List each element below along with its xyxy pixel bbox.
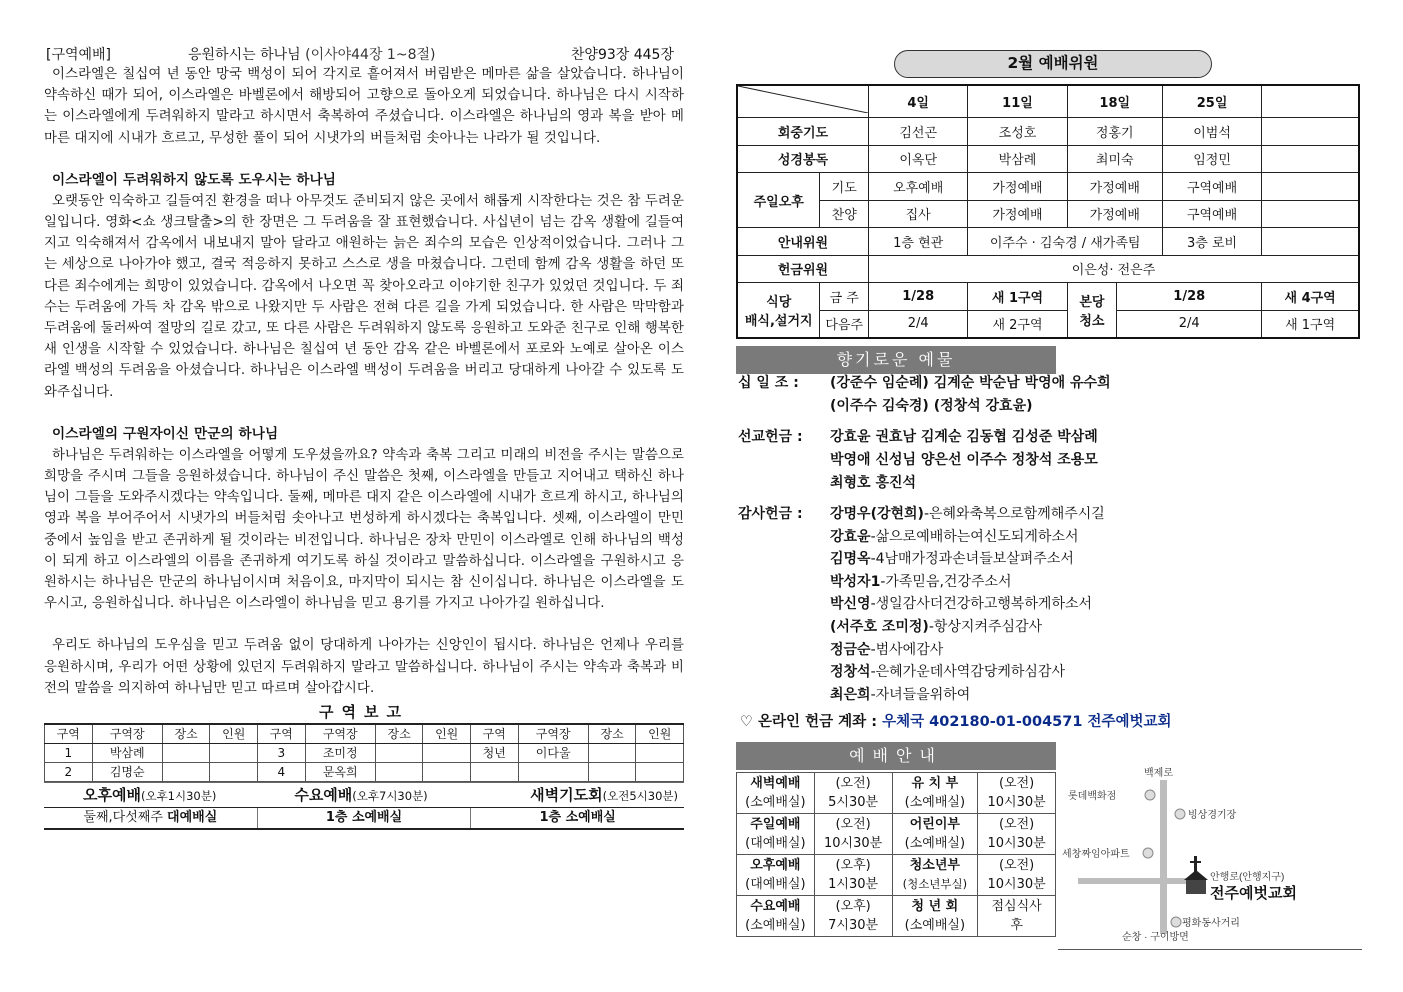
service-time: 10시30분 xyxy=(987,836,1046,851)
cell xyxy=(162,762,210,781)
donor-name: 박성자1 xyxy=(830,573,881,590)
dawn-location-room: 1층 소예배실 xyxy=(539,809,616,825)
table-row xyxy=(737,85,1359,118)
mission-row xyxy=(738,472,1358,495)
cell: 가정예배 xyxy=(968,200,1067,228)
donor-note: -항상지켜주심감사 xyxy=(928,618,1043,635)
pray-label: 기도 xyxy=(820,173,869,201)
cell xyxy=(737,896,815,937)
cell xyxy=(814,814,892,855)
cell: 오후예배 xyxy=(869,173,968,201)
cell xyxy=(588,762,636,781)
list-item xyxy=(830,526,1358,549)
sermon-paragraph-2: 오랫동안 익숙하고 길들여진 환경을 떠나 아무것도 준비되지 않은 곳에서 해롭게 시작한다는 것은 참 두려운 일입니다. 영화<쇼 생크탈출>의 한 장면은 그 두려움을 잘 표현했습니다. 사십년이 넘는 감옥 생활에 길들여지고 익숙해져서 감옥에서 내보내지 말아 달라고 애원하는 늙은 죄수의 모습은 인상적이었습니다. 그러나 그는 세상으로 나아가야 했고, 결국 적응하지 못하고 스스로 생을 마쳤습니다. 그런데 함께 감옥 생활을 하던 또 다른 죄수에게는 희망이 있었습니다. 감옥에서 나오면 꼭 찾아오라고 이야기한 친구가 있었던 것입니다. 두 죄수는 두려움에 가득 차 감옥 밖으로 나왔지만 두 사람은 전혀 다른 길을 가게 되었습니다. 한 사람은 막막함과 두려움에 둘러싸여 절망의 길로 갔고, 또 다른 사람은 두려워하지 않도록 응원하고 도와준 친구로 인해 행복한 새 인생을 시작할 수 있었습니다. 하나님은 칠십여 년 동안 감옥 같은 바벨론에서 포로와 노예로 살아온 이스라엘 백성의 두려움을 아셨습니다. 하나님은 이스라엘 백성이 두려움을 버리고 당대하게 나아갈 수 있도록 도와주십니다. xyxy=(44,193,684,400)
anhaeng-road-label: 안행로(안행지구) xyxy=(1210,872,1285,883)
table-row xyxy=(737,118,1359,146)
cell xyxy=(162,743,210,762)
cell: 이주수 · 김숙경 / 새가족팀 xyxy=(968,228,1163,256)
cell: 정홍기 xyxy=(1067,118,1162,146)
service-room: (대예배실) xyxy=(745,836,806,851)
cell: 조미정 xyxy=(305,743,375,762)
offering-label: 헌금위원 xyxy=(737,255,869,283)
meal-label xyxy=(737,283,820,338)
cell xyxy=(892,896,978,937)
dawn-service-time: (오전5시30분) xyxy=(602,788,678,803)
cell: 2 xyxy=(45,762,93,781)
thanks-label: 감사헌금 : xyxy=(738,506,808,522)
meal-label-1: 식당 xyxy=(766,294,792,310)
cell: 새 1구역 xyxy=(1262,310,1359,338)
group-report-title: 구역보고 xyxy=(319,703,409,722)
table-row xyxy=(45,762,684,781)
header-cell: 장소 xyxy=(162,724,210,743)
wed-service-name: 수요예배 xyxy=(294,785,353,804)
empty-cell xyxy=(1262,85,1359,118)
service-room: (대예배실) xyxy=(745,877,806,892)
wed-location xyxy=(257,808,471,828)
cell: 새 1구역 xyxy=(968,283,1067,311)
duty-title: 2월 예배위원 xyxy=(894,50,1212,78)
header-cell: 구역 xyxy=(470,724,518,743)
donor-note: -자녀들을위하여 xyxy=(870,686,971,703)
cell: 3 xyxy=(257,743,305,762)
service-room: (소예배실) xyxy=(904,795,966,810)
cell: 임정민 xyxy=(1162,145,1261,173)
list-item xyxy=(830,571,1358,594)
church-icon xyxy=(1184,856,1208,894)
cell xyxy=(737,855,815,896)
hymn-numbers: 찬양93장 445장 xyxy=(570,47,674,63)
date-cell: 11일 xyxy=(968,85,1067,118)
cell: 4 xyxy=(257,762,305,781)
cell: 최미숙 xyxy=(1067,145,1162,173)
list-item xyxy=(830,593,1358,616)
pm-location xyxy=(44,808,257,828)
cell: 집사 xyxy=(869,200,968,228)
service-time: 5시30분 xyxy=(828,795,879,810)
next-week-label: 다음주 xyxy=(820,310,869,338)
reading-label: 성경봉독 xyxy=(737,145,869,173)
cell: 1/28 xyxy=(1117,283,1262,311)
ice-rink-marker xyxy=(1175,809,1185,819)
church-label: 전주예벗교회 xyxy=(1210,885,1297,902)
service-period: (오전) xyxy=(835,776,871,791)
service-times xyxy=(44,782,684,807)
pm-location-room: 대예배실 xyxy=(167,809,218,825)
table-row xyxy=(737,855,1056,896)
sermon-subheading-1: 이스라엘이 두려워하지 않도록 도우시는 하나님 xyxy=(52,171,336,188)
cell: 2/4 xyxy=(869,310,968,338)
cell: 이은성· 전은주 xyxy=(869,255,1360,283)
side-road xyxy=(1078,878,1162,884)
pm-service-time: (오후1시30분) xyxy=(140,788,217,803)
tithe-label: 십 일 조 : xyxy=(738,375,804,391)
cell xyxy=(978,773,1056,814)
cell xyxy=(892,814,978,855)
cell: 문옥희 xyxy=(305,762,375,781)
cell: 이다울 xyxy=(518,743,588,762)
cell xyxy=(375,762,423,781)
donor-note: -은혜와축복으로함께해주시길 xyxy=(923,506,1105,522)
service-name: 청소년부 xyxy=(909,858,960,873)
cell: 구역예배 xyxy=(1162,173,1261,201)
service-time: 1시30분 xyxy=(828,877,879,892)
header-cell: 장소 xyxy=(375,724,423,743)
header-cell: 인원 xyxy=(423,724,471,743)
dawn-service-name: 새벽기도회 xyxy=(530,785,603,804)
donor-note: -4남매가정과손녀들보살펴주소서 xyxy=(870,551,1074,568)
service-name: 수요예배 xyxy=(750,899,801,914)
sermon-header xyxy=(44,40,684,64)
service-time: 10시30분 xyxy=(987,877,1046,892)
table-header-row xyxy=(45,724,684,743)
cell: 가정예배 xyxy=(968,173,1067,201)
pm-service xyxy=(44,783,255,807)
service-name: 주일예배 xyxy=(750,817,801,832)
sermon-paragraph-3: 하나님은 두려워하는 이스라엘을 어떻게 도우셨을까요? 약속과 축복 그리고 미래의 비전을 주시는 말씀으로 희망을 주시며 그들을 응원하셨습니다. 하나님이 주신 말씀은 첫째, 이스라엘을 만들고 지어내고 택하신 하나님이 그들을 도와주시겠다는 약속입니다. 둘째, 메마른 대지 같은 이스라엘에 시내가 흐르게 하시고, 하나님의 영과 복을 부어주어서 시냇가의 버들처럼 솟아나고 번성하게 하시겠다는 축복입니다. 셋째, 이스라엘이 만민 중에서 높임을 받고 존귀하게 될 것이라는 비전입니다. 하나님은 장차 만민이 이스라엘로 인해 하나님의 백성이 되게 하고 이스라엘의 이름을 존귀하게 여기도록 하실 것이라고 말씀하십니다. 이스라엘을 구원하시고 응원하시는 하나님은 만군의 하나님이시며 처음이요, 마지막이 되시는 참 신이십니다. 하나님은 이스라엘을 도우시고, 응원하십니다. 하나님은 이스라엘이 하나님을 믿고 용기를 가지고 나아가길 원하십니다. xyxy=(44,447,684,612)
clean-label xyxy=(1067,283,1117,338)
cell xyxy=(978,814,1056,855)
cell xyxy=(978,896,1056,937)
date-cell: 4일 xyxy=(869,85,968,118)
tithe-row xyxy=(738,372,1358,395)
donor-note: -생일감사더건강하고행복하게하소서 xyxy=(870,596,1093,613)
mission-label: 선교헌금 : xyxy=(738,429,808,445)
worship-table xyxy=(736,772,1056,937)
service-room: (청소년부실) xyxy=(902,877,968,891)
cell: 가정예배 xyxy=(1067,173,1162,201)
donor-name: 박신영 xyxy=(830,596,871,613)
list-item xyxy=(830,548,1358,571)
tithe-names-1: (강준수 임순례) 김계순 박순남 박영애 유수희 xyxy=(830,375,1111,391)
sermon-body xyxy=(44,64,684,699)
bank-account: 우체국 402180-01-004571 전주예벗교회 xyxy=(882,714,1172,730)
header-cell: 인원 xyxy=(210,724,258,743)
offering-list xyxy=(738,372,1358,706)
mission-names-1: 강효윤 권효남 김계순 김동협 김성준 박삼례 xyxy=(830,429,1098,445)
diagonal-cell xyxy=(737,85,869,118)
worship-banner: 예배안내 xyxy=(736,742,1056,770)
sunchang-label: 순창 · 구이방면 xyxy=(1122,932,1189,943)
cell: 가정예배 xyxy=(1067,200,1162,228)
service-name: 어린이부 xyxy=(909,817,960,832)
empty-cell xyxy=(1262,200,1359,228)
sermon-tag: [구역예배] xyxy=(46,47,112,63)
table-row xyxy=(737,173,1359,201)
donor-note: -가족믿음,건강주소서 xyxy=(880,573,1012,590)
sermon-title-text: 응원하시는 하나님 xyxy=(188,47,301,63)
service-room: (소예배실) xyxy=(904,918,966,933)
donor-name: 강명우(강현희) xyxy=(830,506,924,522)
apartment-marker xyxy=(1143,848,1153,858)
donor-name: 최은희 xyxy=(830,686,871,703)
cell xyxy=(210,762,258,781)
header-cell: 인원 xyxy=(636,724,684,743)
apartment-label: 세창짜임아파트 xyxy=(1062,849,1130,860)
empty-cell xyxy=(1262,145,1359,173)
lotte-marker xyxy=(1145,790,1155,800)
intersection-marker xyxy=(1171,917,1181,927)
cell: 1 xyxy=(45,743,93,762)
cell xyxy=(518,762,588,781)
donor-name: 김명옥 xyxy=(830,551,871,568)
sermon-subheading-2: 이스라엘의 구원자이신 만군의 하나님 xyxy=(52,425,279,442)
church-map xyxy=(1058,752,1362,950)
pm-location-weeks: 둘째,다섯째주 xyxy=(83,809,168,825)
thanks-list xyxy=(830,503,1358,706)
list-item xyxy=(830,503,1358,526)
cell: 김선곤 xyxy=(869,118,968,146)
baekje-road-label: 백제로 xyxy=(1144,768,1173,779)
clean-label-2: 청소 xyxy=(1079,313,1105,329)
pm-service-name: 오후예배 xyxy=(83,785,141,804)
cell: 구역예배 xyxy=(1162,200,1261,228)
cell xyxy=(737,773,815,814)
list-item xyxy=(830,661,1358,684)
service-period: 점심식사 xyxy=(991,899,1042,914)
table-row xyxy=(737,283,1359,311)
header-cell: 구역장 xyxy=(92,724,162,743)
donor-name: 정창석 xyxy=(830,664,871,681)
online-offering-label: ♡ 온라인 헌금 계좌 : xyxy=(740,714,883,730)
cell: 1/28 xyxy=(869,283,968,311)
cell xyxy=(423,762,471,781)
list-item xyxy=(830,639,1358,662)
dawn-location xyxy=(470,808,684,828)
sunday-pm-label: 주일오후 xyxy=(737,173,820,228)
donor-name: (서주호 조미정) xyxy=(830,618,929,635)
mission-row xyxy=(738,426,1358,449)
service-period: (오전) xyxy=(998,776,1035,791)
cell: 2/4 xyxy=(1117,310,1262,338)
service-name: 오후예배 xyxy=(750,858,801,873)
cell: 이옥단 xyxy=(869,145,968,173)
service-room: (소예배실) xyxy=(745,918,806,933)
guide-label: 안내위원 xyxy=(737,228,869,256)
wed-location-room: 1층 소예배실 xyxy=(325,809,403,825)
cell: 새 2구역 xyxy=(968,310,1067,338)
service-room: (소예배실) xyxy=(904,836,966,851)
sermon-column xyxy=(44,40,684,830)
service-period: (오전) xyxy=(998,858,1035,873)
service-period: (오전) xyxy=(835,817,871,832)
mission-names-3: 최형호 홍진석 xyxy=(830,475,917,491)
online-offering xyxy=(740,710,1172,731)
tithe-names-2: (이주수 김숙경) (정창석 강효윤) xyxy=(830,398,1033,414)
cell xyxy=(814,773,892,814)
cell xyxy=(892,773,978,814)
cell xyxy=(588,743,636,762)
cell: 김명순 xyxy=(92,762,162,781)
service-period: (오후) xyxy=(835,858,871,873)
header-cell: 구역장 xyxy=(305,724,375,743)
empty-cell xyxy=(1262,118,1359,146)
table-row xyxy=(737,814,1056,855)
duty-table xyxy=(736,84,1360,339)
ice-rink-label: 빙상경기장 xyxy=(1188,810,1237,821)
cell xyxy=(636,743,684,762)
empty-cell xyxy=(1262,173,1359,201)
wed-service-time: (오후7시30분) xyxy=(352,788,428,803)
table-row xyxy=(737,145,1359,173)
list-item xyxy=(830,684,1358,707)
header-cell: 구역 xyxy=(257,724,305,743)
pyeonghwa-label: 평화동사거리 xyxy=(1182,918,1240,929)
cell xyxy=(423,743,471,762)
service-time: 10시30분 xyxy=(824,836,883,851)
table-row xyxy=(45,743,684,762)
cell xyxy=(814,855,892,896)
header-cell: 구역장 xyxy=(518,724,588,743)
service-name: 유 치 부 xyxy=(911,776,959,791)
diagonal-line xyxy=(738,86,868,113)
lotte-label: 롯데백화점 xyxy=(1068,791,1117,802)
date-cell: 18일 xyxy=(1067,85,1162,118)
cell: 박삼례 xyxy=(968,145,1067,173)
cell xyxy=(814,896,892,937)
thanks-row xyxy=(738,503,1358,706)
sermon-paragraph-4: 우리도 하나님의 도우심을 믿고 두려움 없이 당대하게 나아가는 신앙인이 됩시다. 하나님은 언제나 우리를 응원하시며, 우리가 어떤 상황에 있던지 두려워하지 말라고 말씀하십니다. 하나님이 주시는 약속과 축복과 비전의 말씀을 의지하여 하나님만 믿고 따르며 살아갑시다. xyxy=(44,638,684,696)
cell xyxy=(892,855,978,896)
cell xyxy=(375,743,423,762)
table-row xyxy=(737,310,1359,338)
main-road xyxy=(1160,780,1167,934)
sermon-paragraph-1: 이스라엘은 칠십여 년 동안 망국 백성이 되어 각지로 흩어져서 버림받은 메마른 삶을 살았습니다. 하나님이 약속하신 때가 되어, 이스라엘은 바벨론에서 해방되어 고향으로 돌아오게 되었습니다. 하나님은 다시 시작하는 이스라엘에게 두려워하지 말라고 하시면서 축복하여 주셨습니다. 이스라엘은 하나님의 영과 복을 받아 메마른 대지에 시내가 흐르고, 무성한 풀이 되어 시냇가의 버들처럼 솟아나는 나라가 될 것입니다. xyxy=(44,67,684,146)
donor-note: -범사에감사 xyxy=(870,641,944,658)
empty-cell xyxy=(1262,228,1359,256)
cell xyxy=(210,743,258,762)
offering-banner: 향기로운 예물 xyxy=(736,346,1056,374)
table-row xyxy=(737,255,1359,283)
mission-names-2: 박영애 신성님 양은선 이주수 정창석 조용모 xyxy=(830,452,1098,468)
service-room: (소예배실) xyxy=(745,795,806,810)
cell: 새 4구역 xyxy=(1262,283,1359,311)
service-name: 새벽예배 xyxy=(750,776,801,791)
cell: 1층 현관 xyxy=(869,228,968,256)
meal-label-2: 배식,설거지 xyxy=(744,313,813,329)
this-week-label: 금 주 xyxy=(820,283,869,311)
clean-label-1: 본당 xyxy=(1079,294,1105,310)
sermon-title xyxy=(188,44,435,64)
service-time: 7시30분 xyxy=(828,918,879,933)
dawn-service xyxy=(467,783,684,807)
service-time: 10시30분 xyxy=(987,795,1046,810)
map-drawing xyxy=(1058,752,1362,950)
cell xyxy=(636,762,684,781)
cell: 조성호 xyxy=(968,118,1067,146)
group-report-table xyxy=(44,723,684,782)
cell xyxy=(737,814,815,855)
praise-label: 찬양 xyxy=(820,200,869,228)
header-cell: 장소 xyxy=(588,724,636,743)
cell: 3층 로비 xyxy=(1162,228,1261,256)
tithe-row xyxy=(738,395,1358,418)
cell: 청년 xyxy=(470,743,518,762)
prayer-label: 회중기도 xyxy=(737,118,869,146)
list-item xyxy=(830,616,1358,639)
service-time: 후 xyxy=(1010,918,1023,933)
cell xyxy=(978,855,1056,896)
service-name: 청 년 회 xyxy=(911,899,959,914)
cell: 박삼례 xyxy=(92,743,162,762)
date-cell: 25일 xyxy=(1162,85,1261,118)
donor-note: -삶으로예배하는여신도되게하소서 xyxy=(870,528,1079,545)
cell: 이범석 xyxy=(1162,118,1261,146)
table-row xyxy=(737,896,1056,937)
service-period: (오전) xyxy=(998,817,1035,832)
service-period: (오후) xyxy=(835,899,871,914)
service-locations xyxy=(44,807,684,830)
table-row xyxy=(737,228,1359,256)
table-row xyxy=(737,200,1359,228)
header-cell: 구역 xyxy=(45,724,93,743)
donor-name: 강효윤 xyxy=(830,528,871,545)
scripture-ref: (이사야44장 1~8절) xyxy=(305,47,436,63)
table-row xyxy=(737,773,1056,814)
cell xyxy=(470,762,518,781)
donor-note: -은혜가운데사역감당케하심감사 xyxy=(870,664,1065,681)
mission-row xyxy=(738,449,1358,472)
donor-name: 정금순 xyxy=(830,641,871,658)
wed-service xyxy=(255,783,466,807)
